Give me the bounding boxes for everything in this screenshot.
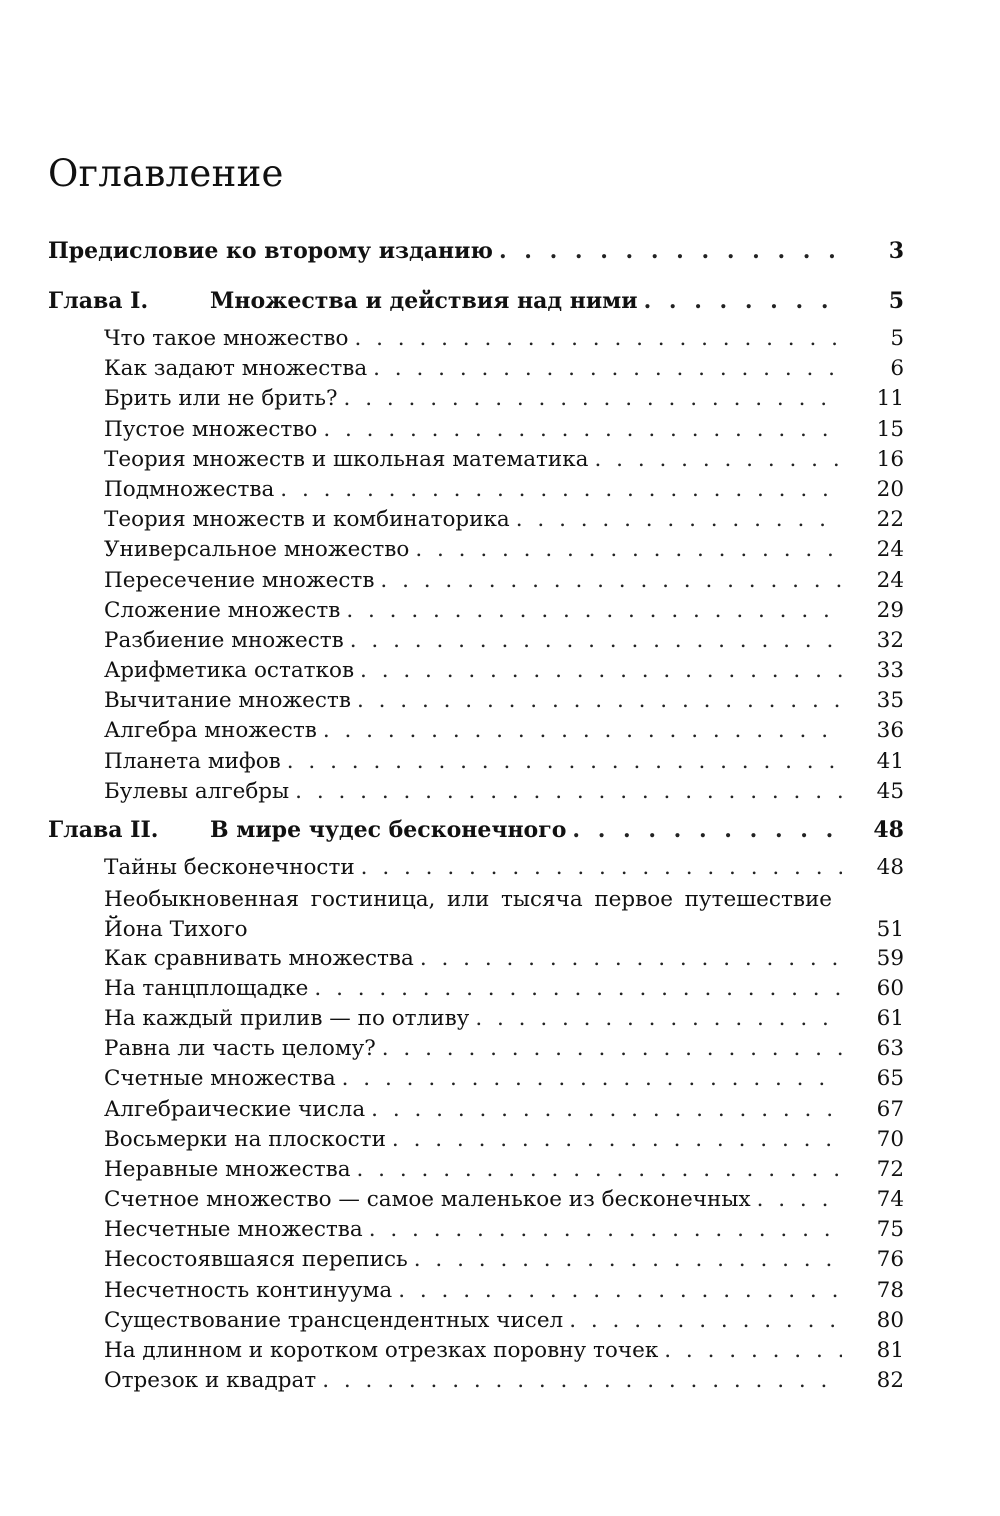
toc-section[interactable] (48, 598, 904, 628)
dot-leader (644, 288, 842, 314)
toc-entry-label: Предисловие ко второму изданию (48, 238, 493, 264)
toc-chapter[interactable] (48, 288, 904, 322)
toc-page-number: 76 (876, 1247, 904, 1273)
toc-section[interactable] (48, 1066, 904, 1096)
toc-entry-label: Необыкновенная гостиница, или тысяча первое путешествие Йона Тихого (104, 887, 832, 943)
toc-page-number: 24 (876, 567, 904, 593)
dot-leader (350, 628, 842, 653)
toc-page-number: 15 (876, 416, 904, 442)
toc-page-number: 32 (876, 627, 904, 653)
dot-leader (757, 1187, 842, 1212)
dot-leader (415, 537, 842, 562)
toc-preface[interactable] (48, 238, 904, 272)
toc-entry-label: Счетное множество — самое маленькое из бесконечных (104, 1187, 751, 1213)
toc-section[interactable] (48, 749, 904, 779)
toc-entry-label: Брить или не брить? (104, 386, 338, 412)
toc-page-number: 3 (888, 238, 904, 264)
toc-page-number: 45 (876, 778, 904, 804)
dot-leader (499, 238, 842, 264)
toc-section[interactable] (48, 855, 904, 885)
toc-section[interactable] (48, 628, 904, 658)
dot-leader (361, 855, 842, 880)
chapter-title: В мире чудес бесконечного (210, 817, 567, 843)
toc-section[interactable] (48, 568, 904, 598)
toc-page-number: 11 (876, 386, 904, 412)
dot-leader (314, 976, 842, 1001)
toc-page-number: 70 (876, 1126, 904, 1152)
toc-entry-label: Пустое множество (104, 416, 318, 442)
toc-page-number: 63 (876, 1036, 904, 1062)
toc-page-number: 41 (876, 748, 904, 774)
toc-page-number: 67 (876, 1096, 904, 1122)
toc-entry-label: Как сравнивать множества (104, 945, 414, 971)
dot-leader (344, 386, 842, 411)
toc-page-number: 24 (876, 537, 904, 563)
toc-page-number: 29 (876, 597, 904, 623)
toc-section[interactable] (48, 447, 904, 477)
toc-page-number: 74 (876, 1187, 904, 1213)
toc-page-number: 60 (876, 975, 904, 1001)
toc-page-number: 33 (876, 658, 904, 684)
chapter-title: Множества и действия над ними (210, 288, 638, 314)
toc-section[interactable] (48, 326, 904, 356)
dot-leader (371, 1097, 842, 1122)
toc-entry-label: Несчетные множества (104, 1217, 363, 1243)
toc-section[interactable] (48, 537, 904, 567)
toc-page-number: 75 (876, 1217, 904, 1243)
toc-section[interactable] (48, 976, 904, 1006)
toc-section[interactable] (48, 417, 904, 447)
toc-section[interactable] (48, 1097, 904, 1127)
toc-section[interactable] (48, 1157, 904, 1187)
toc-page-number: 65 (876, 1066, 904, 1092)
toc-entry-label: Несостоявшаяся перепись (104, 1247, 408, 1273)
toc-section[interactable] (48, 1368, 904, 1398)
toc-section[interactable] (48, 658, 904, 688)
toc-section[interactable] (48, 1338, 904, 1368)
toc-entry-label: На танцплощадке (104, 975, 309, 1001)
toc-page-number: 72 (876, 1156, 904, 1182)
toc-entry-label: Отрезок и квадрат (104, 1368, 317, 1394)
toc-entry-label: Подмножества (104, 476, 275, 502)
toc-page-number: 6 (890, 356, 904, 382)
toc-section[interactable] (48, 1247, 904, 1277)
dot-leader (360, 658, 842, 683)
toc-page-number: 82 (876, 1368, 904, 1394)
toc-entry-label: Разбиение множеств (104, 627, 344, 653)
toc-entry-label: Алгебраические числа (104, 1096, 366, 1122)
toc-entry-label: Равна ли часть целому? (104, 1036, 376, 1062)
toc-entry-label: Алгебра множеств (104, 718, 317, 744)
dot-leader (414, 1247, 842, 1272)
dot-leader (322, 1368, 842, 1393)
toc-entry-label: На каждый прилив — по отливу (104, 1005, 470, 1031)
dot-leader (572, 817, 842, 843)
toc-entry-label: Существование трансцендентных чисел (104, 1307, 564, 1333)
toc-page-number: 36 (876, 718, 904, 744)
toc-entry-label: Булевы алгебры (104, 778, 290, 804)
toc-entry-label: Восьмерки на плоскости (104, 1126, 386, 1152)
toc-section[interactable] (48, 1308, 904, 1338)
toc-section[interactable] (48, 1127, 904, 1157)
dot-leader (382, 1036, 842, 1061)
toc-section[interactable] (48, 386, 904, 416)
toc-section[interactable] (48, 477, 904, 507)
dot-leader (420, 946, 842, 971)
chapter-number: Глава II. (48, 817, 159, 843)
dot-leader (354, 326, 842, 351)
dot-leader (516, 507, 842, 532)
toc-entry-label: Вычитание множеств (104, 688, 351, 714)
dot-leader (346, 598, 842, 623)
toc-section[interactable] (48, 1006, 904, 1036)
toc-section[interactable] (48, 688, 904, 718)
dot-leader (295, 779, 842, 804)
toc-entry-label: Теория множеств и школьная математика (104, 446, 589, 472)
toc-page-number: 16 (876, 446, 904, 472)
dot-leader (323, 417, 842, 442)
toc-page-number: 61 (876, 1005, 904, 1031)
toc-page-number: 80 (876, 1307, 904, 1333)
toc-page-number: 22 (876, 507, 904, 533)
toc-entry-label: Пересечение множеств (104, 567, 375, 593)
toc-section[interactable] (48, 356, 904, 386)
dot-leader (380, 568, 842, 593)
dot-leader (392, 1127, 842, 1152)
dot-leader (569, 1308, 842, 1333)
toc-section[interactable] (48, 1187, 904, 1217)
toc-page-number: 81 (876, 1338, 904, 1364)
dot-leader (280, 477, 842, 502)
table-of-contents (48, 238, 904, 1398)
toc-section[interactable] (48, 946, 904, 976)
toc-page-number: 48 (876, 855, 904, 880)
dot-leader (398, 1278, 842, 1303)
toc-page-number: 59 (876, 945, 904, 971)
toc-entry-label: Счетные множества (104, 1066, 336, 1092)
toc-page-number: 78 (876, 1277, 904, 1303)
toc-entry-label: Как задают множества (104, 356, 368, 382)
dot-leader (357, 1157, 842, 1182)
dot-leader (287, 749, 842, 774)
toc-page-number: 48 (873, 817, 904, 843)
dot-leader (323, 718, 842, 743)
dot-leader (357, 688, 842, 713)
toc-section[interactable] (48, 718, 904, 748)
chapter-number: Глава I. (48, 288, 149, 314)
dot-leader (373, 356, 842, 381)
toc-entry-label: Несчетность континуума (104, 1277, 393, 1303)
toc-page-number: 5 (890, 326, 904, 351)
toc-entry-label: Универсальное множество (104, 537, 410, 563)
toc-entry-label: На длинном и коротком отрезках поровну точек (104, 1338, 659, 1364)
toc-page-number: 5 (888, 288, 904, 314)
toc-entry-label: Сложение множеств (104, 597, 341, 623)
toc-entry-label: Тайны бесконечности (104, 855, 355, 880)
toc-entry-label: Неравные множества (104, 1156, 351, 1182)
toc-entry-label: Теория множеств и комбинаторика (104, 507, 510, 533)
toc-entry-label: Планета мифов (104, 748, 281, 774)
toc-page-number: 20 (876, 476, 904, 502)
toc-section[interactable] (48, 885, 904, 945)
toc-entry-label: Арифметика остатков (104, 658, 355, 684)
toc-section[interactable] (48, 1278, 904, 1308)
toc-page-number: 35 (876, 688, 904, 714)
toc-section[interactable] (48, 1036, 904, 1066)
dot-leader (475, 1006, 842, 1031)
toc-section[interactable] (48, 1217, 904, 1247)
toc-page-number: 51 (876, 917, 904, 943)
dot-leader (369, 1217, 842, 1242)
dot-leader (342, 1066, 842, 1091)
dot-leader (664, 1338, 842, 1363)
dot-leader (595, 447, 843, 472)
toc-chapter[interactable] (48, 817, 904, 851)
toc-section[interactable] (48, 507, 904, 537)
toc-entry-label: Что такое множество (104, 326, 349, 351)
page-title: Оглавление (48, 152, 284, 195)
toc-section[interactable] (48, 779, 904, 809)
